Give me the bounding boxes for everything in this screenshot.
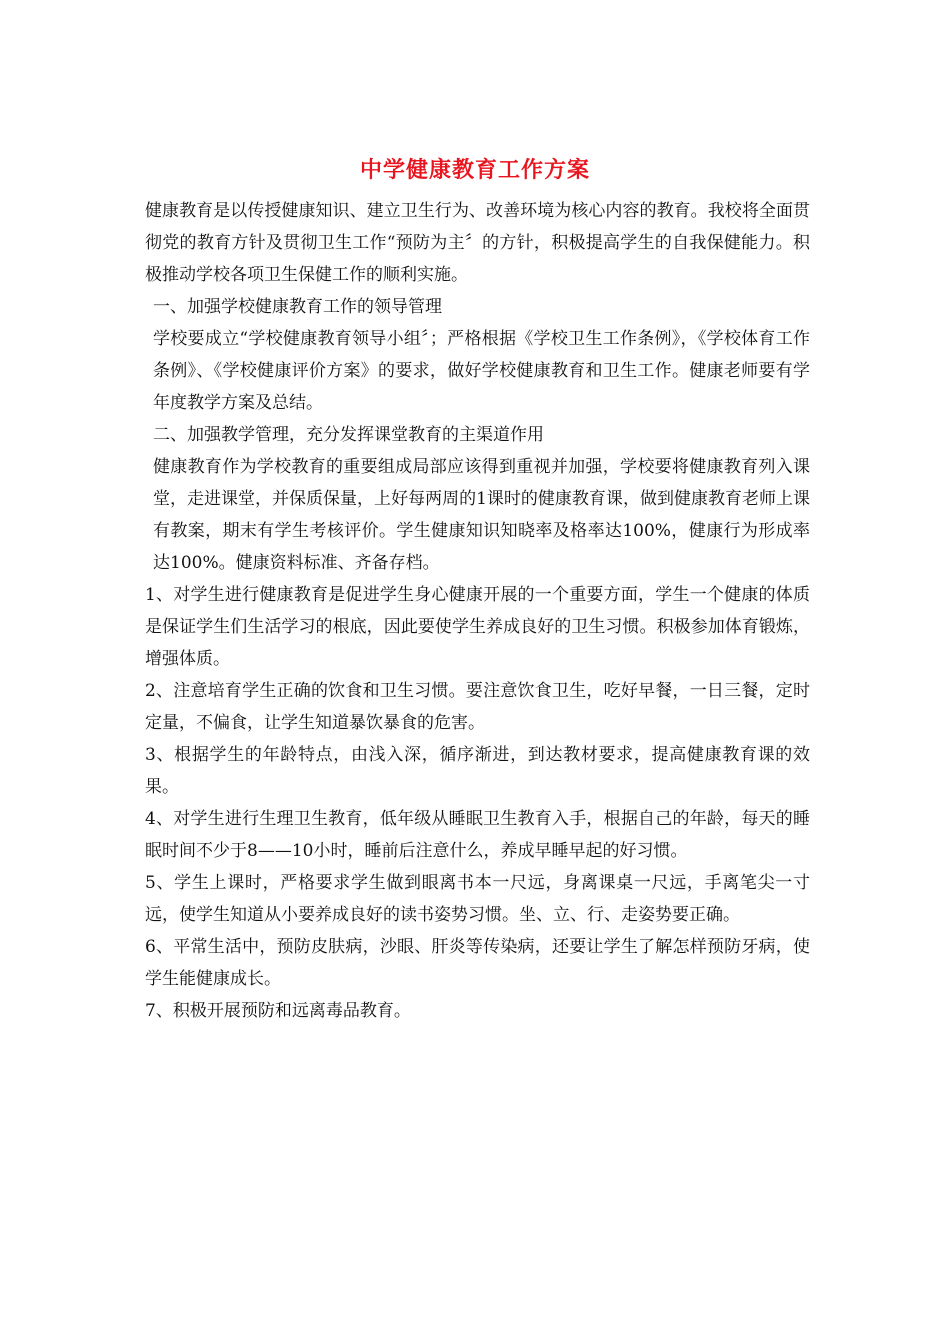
list-item-6: 6、平常生活中，预防皮肤病，沙眼、肝炎等传染病，还要让学生了解怎样预防牙病，使学生能健康成长。 <box>145 937 810 989</box>
document-title: 中学健康教育工作方案 <box>359 157 590 183</box>
list-item-5: 5、学生上课时，严格要求学生做到眼离书本一尺远，身离课桌一尺远，手离笔尖一寸远，使学生知道从小要养成良好的读书姿势习惯。坐、立、行、走姿势要正确。 <box>145 873 810 925</box>
paragraph-section-2: 健康教育作为学校教育的重要组成局部应该得到重视并加强，学校要将健康教育列入课堂，走进课堂，并保质保量，上好每两周的1课时的健康教育课，做到健康教育老师上课有教案，期末有学生考核评价。学生健康知识知晓率及格率达100%，健康行为形成率达100%。健康资料标准、齐备存档。 <box>153 457 810 573</box>
list-item-1: 1、对学生进行健康教育是促进学生身心健康开展的一个重要方面，学生一个健康的体质是保证学生们生活学习的根底，因此要使学生养成良好的卫生习惯。积极参加体育锻炼，增强体质。 <box>145 585 810 669</box>
list-item-2: 2、注意培育学生正确的饮食和卫生习惯。要注意饮食卫生，吃好早餐，一日三餐，定时定量，不偏食，让学生知道暴饮暴食的危害。 <box>145 681 810 733</box>
list-item-4: 4、对学生进行生理卫生教育，低年级从睡眠卫生教育入手，根据自己的年龄，每天的睡眠时间不少于8——10小时，睡前后注意什么，养成早睡早起的好习惯。 <box>145 809 810 861</box>
list-item-3: 3、根据学生的年龄特点，由浅入深，循序渐进，到达教材要求，提高健康教育课的效果。 <box>145 745 810 797</box>
section-heading-2: 二、加强教学管理，充分发挥课堂教育的主渠道作用 <box>153 425 544 445</box>
list-item-7: 7、积极开展预防和远离毒品教育。 <box>145 1001 411 1021</box>
section-heading-1: 一、加强学校健康教育工作的领导管理 <box>153 297 442 317</box>
document-body <box>145 195 810 1027</box>
paragraph-intro: 健康教育是以传授健康知识、建立卫生行为、改善环境为核心内容的教育。我校将全面贯彻党的教育方针及贯彻卫生工作“预防为主〞的方针，积极提高学生的自我保健能力。积极推动学校各项卫生保健工作的顺利实施。 <box>145 201 810 285</box>
paragraph-section-1: 学校要成立“学校健康教育领导小组〞；严格根据《学校卫生工作条例》，《学校体育工作条例》、《学校健康评价方案》的要求，做好学校健康教育和卫生工作。健康老师要有学年度教学方案及总结。 <box>153 329 810 413</box>
